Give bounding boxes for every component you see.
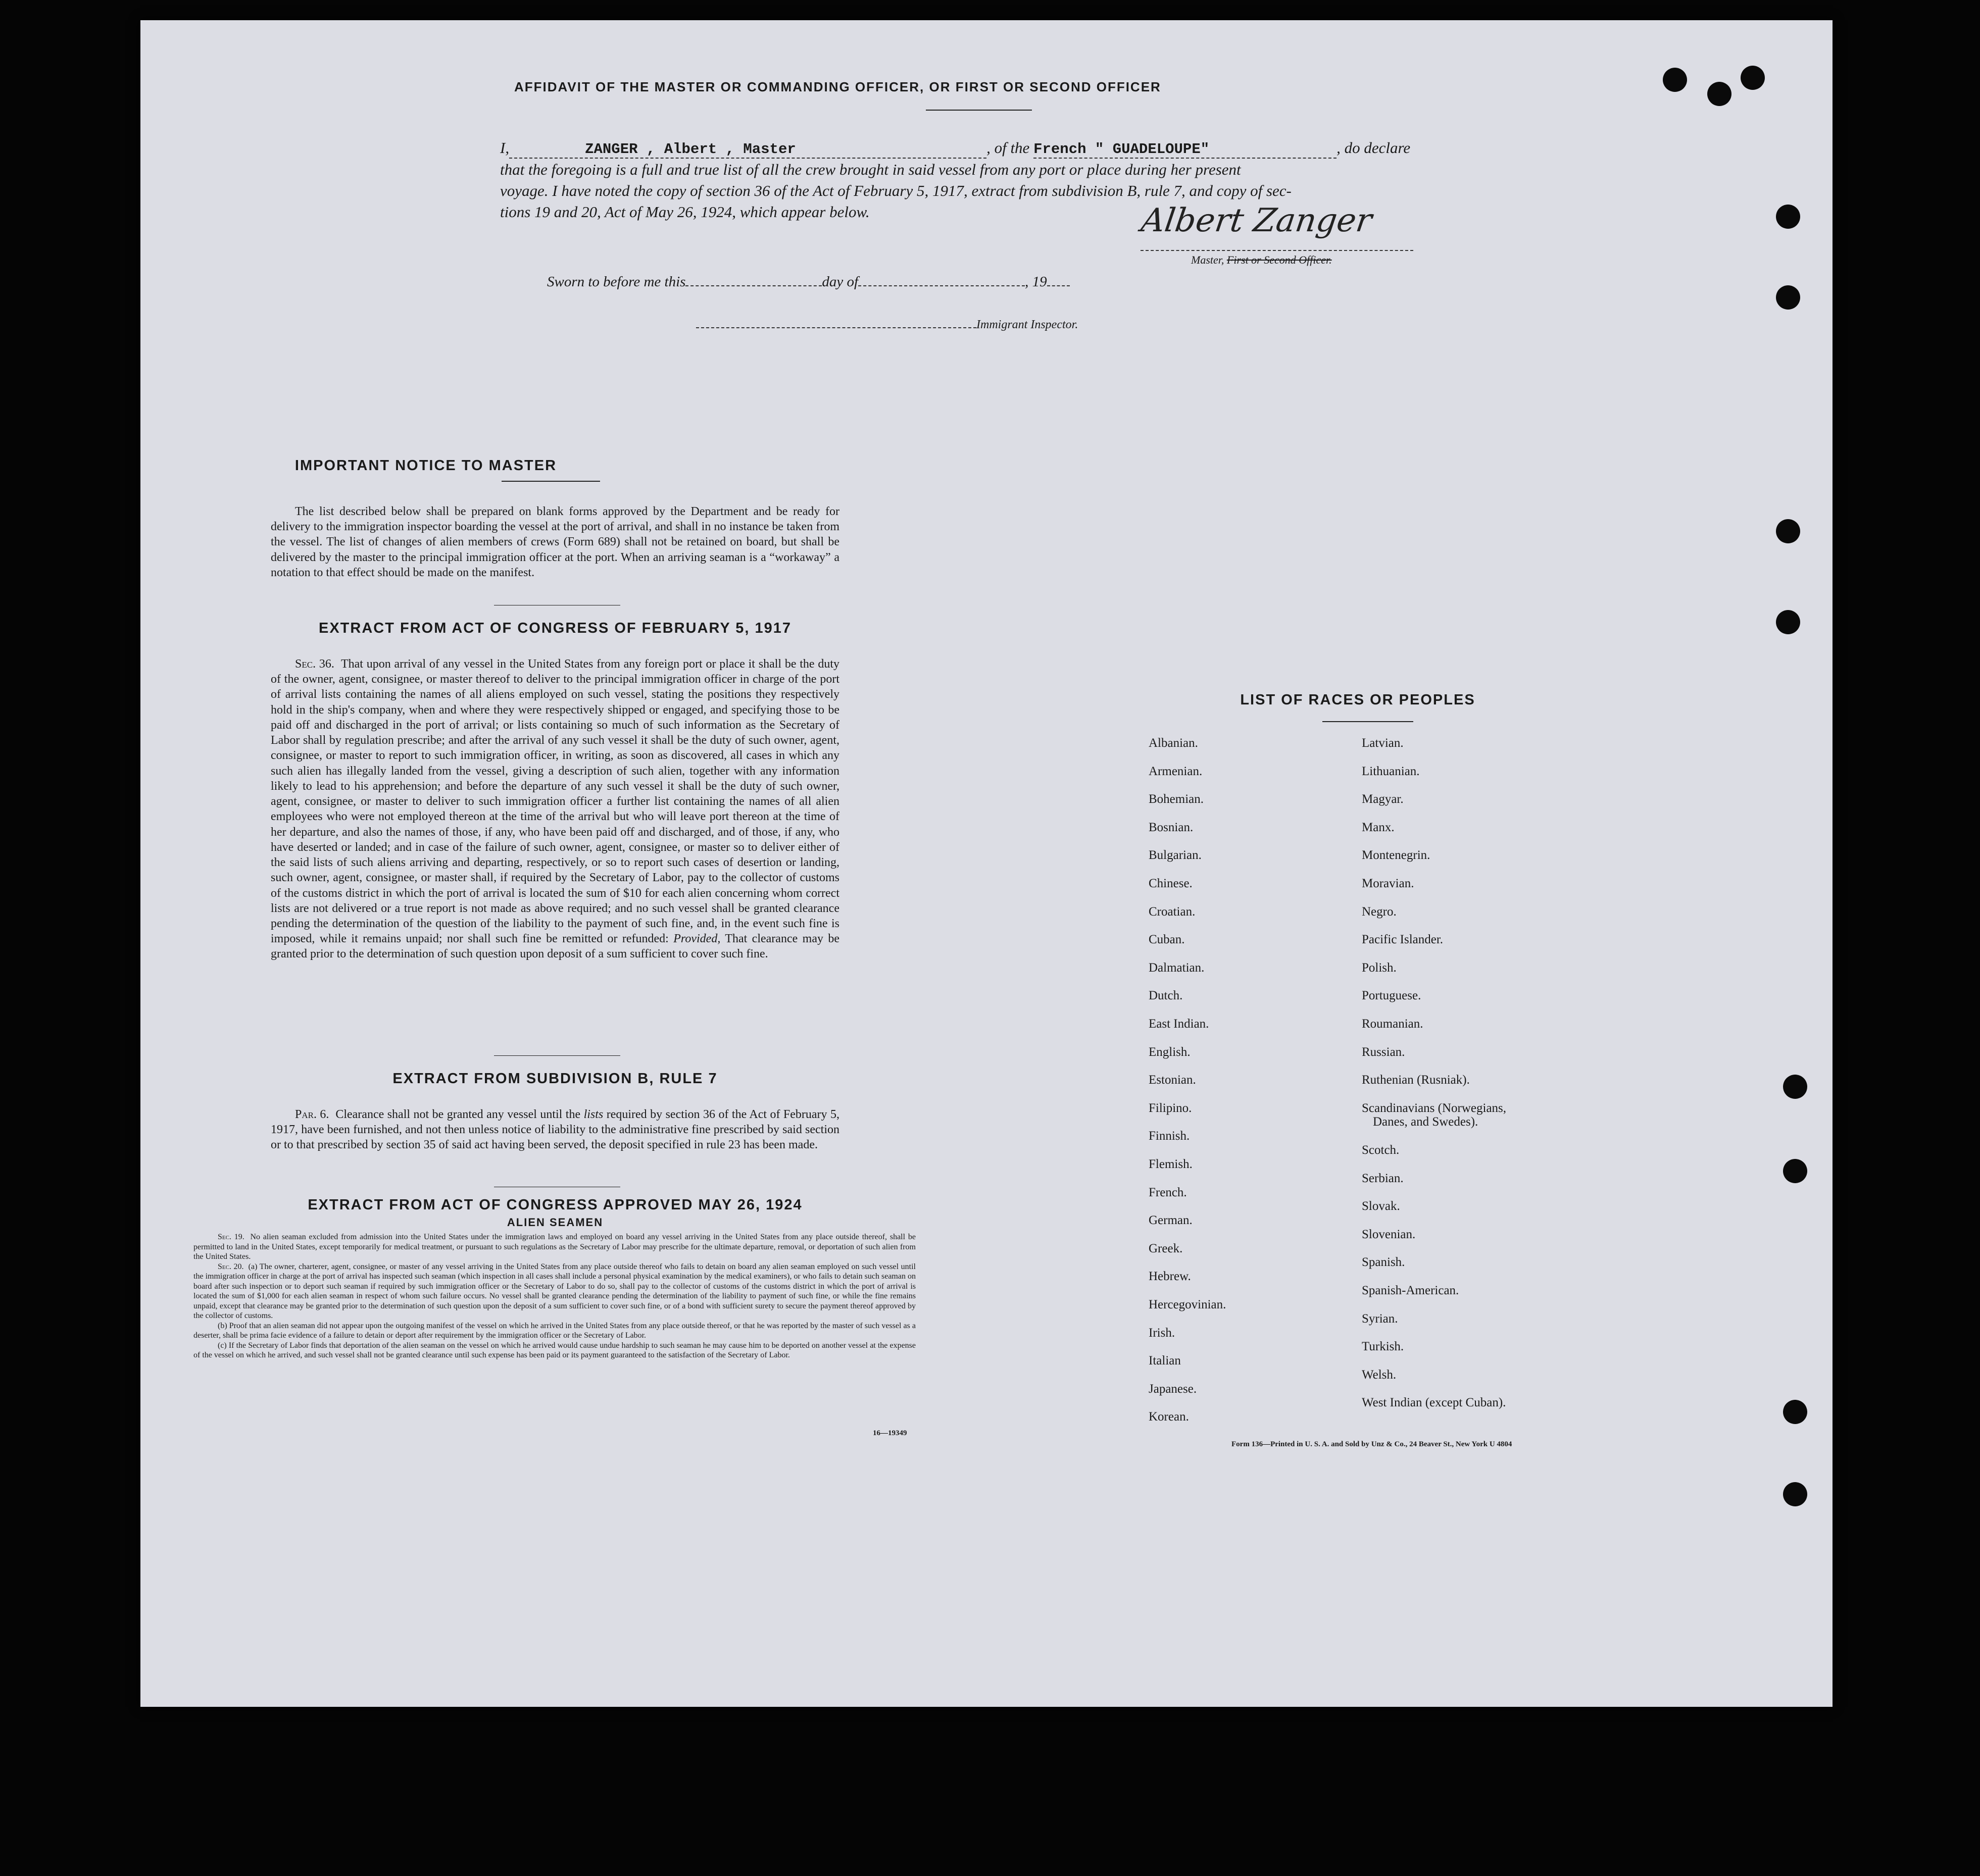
form-code: 16—19349	[873, 1429, 907, 1437]
sec-20a-text: (a) The owner, charterer, agent, consignee, or master of any vessel arriving in the United States from any place outside thereof who fails to detain on board any alien seaman employed on such vessel until the immigration officer in charge at the port of arrival has inspected such seaman (which inspection in all cases shall include a personal physical examination by the medical examiners), or who fails to detain such seaman on board after such inspection or to deport such seaman if required by such immigration officer or the Secretary of Labor to do so, shall pay to the collector of customs of the customs district in which the port of arrival is located the sum of $1,000 for each alien seaman in respect of whom such failure occurs. No vessel shall be granted clearance pending the determination of the liability to payment of such fine, or while the fine remains unpaid, except that clearance may be granted prior to the determination of such question upon the deposit of a sum sufficient to cover such fine, or of a bond with sufficient surety to secure the payment thereof approved by the collector of customs.	[193, 1262, 916, 1321]
race-item: Danes, and Swedes).	[1373, 1115, 1478, 1129]
day-of-label: day of	[822, 274, 859, 290]
binder-hole	[1663, 68, 1687, 92]
race-item: Korean.	[1149, 1410, 1189, 1424]
race-item: Finnish.	[1149, 1129, 1190, 1143]
race-item: Moravian.	[1362, 877, 1414, 890]
race-item: Montenegrin.	[1362, 848, 1430, 863]
sworn-label: Sworn to before me this	[547, 274, 686, 290]
declarant-field: ZANGER , Albert , Master	[509, 141, 986, 159]
race-item: Negro.	[1362, 904, 1397, 919]
printer-footer: Form 136—Printed in U. S. A. and Sold by Unz & Co., 24 Beaver St., New York U 4804	[1231, 1440, 1512, 1448]
race-item: Irish.	[1149, 1326, 1175, 1340]
binder-hole	[1776, 205, 1800, 229]
binder-hole	[1783, 1482, 1807, 1506]
affidavit-title: AFFIDAVIT OF THE MASTER OR COMMANDING OFFICER, OR FIRST OR SECOND OFFICER	[514, 79, 1161, 94]
races-heading: LIST OF RACES OR PEOPLES	[1240, 692, 1475, 708]
vessel-field: French " GUADELOUPE"	[1033, 141, 1336, 159]
act-1924-text	[193, 1232, 916, 1360]
binder-hole	[1741, 66, 1765, 90]
sworn-day-field	[685, 285, 822, 286]
inspector-label: Immigrant Inspector.	[976, 318, 1078, 331]
race-item: Hebrew.	[1149, 1270, 1191, 1284]
signature: Albert Zanger	[1138, 202, 1374, 239]
race-item: Albanian.	[1149, 736, 1198, 750]
race-item: Serbian.	[1362, 1171, 1404, 1185]
lists-word: lists	[583, 1108, 604, 1121]
document-page	[140, 20, 1833, 1707]
race-item: Dalmatian.	[1149, 960, 1205, 975]
race-item: Armenian.	[1149, 764, 1203, 778]
rule-7-heading: EXTRACT FROM SUBDIVISION B, RULE 7	[392, 1071, 718, 1087]
race-item: Filipino.	[1149, 1101, 1192, 1115]
section-body: That upon arrival of any vessel in the United States from any foreign port or place it shall be the duty of the owner, agent, consignee, or master thereof to deliver to the principal immigration officer in charge of the port of arrival lists containing the names of all aliens employed on such vessel, stating the positions they respectively hold in the ship's company, when and where they were respectively shipped or engaged, and specifying those to be paid off and discharged in the port of arrival; or lists containing so much of such information as the Secretary of Labor shall by regulation prescribe; and after the arrival of any such vessel it shall be the duty of such owner, agent, consignee, or master to report to such immigration officer, in writing, as soon as discovered, all cases in which any such alien has illegally landed from the vessel, giving a description of such alien, together with any information likely to lead to his apprehension; and before the departure of any such vessel it shall be the duty of such owner, agent, consignee, or master to deliver to such immigration officer a further list containing the names of all alien employees who were not employed thereon at the time of the arrival but who will leave port thereon at the time of her departure, and also the names of those, if any, who have been paid off and discharged, and of those, if any, who have deserted or landed; and in case of the failure of such owner, agent, consignee, or master so to deliver either of the said lists of such aliens arriving and departing, respectively, or so to report such cases of desertion or landing, such owner, agent, consignee, or master shall, if required by the Secretary of Labor, pay to the collector of customs of the customs district in which the port of arrival is located the sum of $10 for each alien concerning whom correct lists are not delivered or a true report is not made as above required; and no such vessel shall be granted clearance pending the determination of the question of the liability to the payment of such fine, and, in the event such fine is imposed, while it remains unpaid; nor shall such fine be remitted or refunded:	[271, 657, 839, 946]
divider	[1322, 721, 1413, 722]
race-item: Japanese.	[1149, 1382, 1197, 1396]
provided-word: Provided,	[673, 932, 721, 946]
race-item: Scotch.	[1362, 1143, 1400, 1157]
year-label: , 19	[1025, 274, 1047, 290]
paragraph-label: Par. 6.	[295, 1108, 329, 1121]
signer-title	[1191, 253, 1332, 267]
line-prefix: I,	[500, 139, 510, 157]
binder-hole	[1783, 1159, 1807, 1183]
divider	[494, 1055, 620, 1056]
act-1917-heading: EXTRACT FROM ACT OF CONGRESS OF FEBRUARY 5, 1917	[318, 620, 792, 636]
binder-hole	[1776, 519, 1800, 543]
divider	[502, 481, 600, 482]
race-item: Magyar.	[1362, 792, 1404, 806]
race-item: East Indian.	[1149, 1017, 1209, 1031]
race-item: Slovak.	[1362, 1199, 1400, 1213]
race-item: Welsh.	[1362, 1367, 1397, 1382]
signer-title-struck: First or Second Officer.	[1226, 253, 1332, 266]
race-item: Scandinavians (Norwegians,	[1362, 1101, 1507, 1115]
race-item: Flemish.	[1149, 1157, 1193, 1171]
race-item: English.	[1149, 1045, 1191, 1059]
sec-19-label: Sec. 19.	[218, 1233, 244, 1241]
binder-hole	[1776, 285, 1800, 310]
race-item: Greek.	[1149, 1241, 1183, 1255]
race-item: Ruthenian (Rusniak).	[1362, 1073, 1470, 1087]
act-1917-text	[271, 656, 839, 962]
race-item: Lithuanian.	[1362, 764, 1420, 778]
race-item: Slovenian.	[1362, 1227, 1416, 1241]
sec-19-text: No alien seaman excluded from admission into the United States under the immigration laws and employed on board any vessel arriving in the United States from any place outside thereof, shall be permitted to land in the United States, except temporarily for medical treatment, or pursuant to such regulations as the Secretary of Labor may prescribe for the ultimate departure, removal, or deportation of such alien from the United States.	[193, 1233, 916, 1261]
inspector-line	[696, 318, 1078, 332]
race-item: Manx.	[1362, 820, 1395, 834]
race-item: Dutch.	[1149, 989, 1183, 1003]
sec-20c-text: (c) If the Secretary of Labor finds that deportation of the alien seaman on the vessel on which he arrived would cause undue hardship to such seaman he may cause him to be deported on another vessel at the expense of the vessel on which he arrived, and such vessel shall not be granted clearance until such expense has been paid or its payment guaranteed to the satisfaction of the Secretary of Labor.	[193, 1341, 916, 1360]
race-item: Bosnian.	[1149, 820, 1194, 834]
race-item: Spanish.	[1362, 1255, 1405, 1270]
rule-text-a: Clearance shall not be granted any vessel until the	[335, 1108, 581, 1121]
rule-7-text	[271, 1107, 839, 1153]
act-1924-heading: EXTRACT FROM ACT OF CONGRESS APPROVED MAY 26, 1924	[308, 1197, 803, 1213]
binder-hole	[1776, 610, 1800, 634]
race-item: Bohemian.	[1149, 792, 1204, 806]
sworn-line	[547, 274, 1070, 290]
race-item: Latvian.	[1362, 736, 1404, 750]
inspector-field	[696, 327, 976, 328]
sworn-year-field	[1047, 285, 1070, 286]
race-item: Syrian.	[1362, 1311, 1398, 1326]
race-item: Turkish.	[1362, 1340, 1404, 1354]
binder-hole	[1707, 82, 1731, 106]
sworn-month-field	[858, 285, 1025, 286]
race-item: Estonian.	[1149, 1073, 1196, 1087]
race-item: Croatian.	[1149, 904, 1196, 919]
section-label: Sec. 36.	[295, 657, 334, 671]
race-item: Pacific Islander.	[1362, 933, 1444, 947]
race-item: Chinese.	[1149, 877, 1193, 890]
race-item: Bulgarian.	[1149, 848, 1202, 863]
race-item: Cuban.	[1149, 933, 1185, 947]
race-item: Polish.	[1362, 960, 1397, 975]
notice-text: The list described below shall be prepared on blank forms approved by the Department and be ready for delivery to the immigration inspector boarding the vessel at the port of arrival, and shall in no instance be taken from the vessel. The list of changes of alien members of crews (Form 689) shall not be retained on board, but shall be delivered by the master to the principal immigration officer at the port. When an arriving seaman is a “workaway” a notation to that effect should be made on the manifest.	[271, 505, 839, 579]
race-item: German.	[1149, 1213, 1193, 1228]
binder-hole	[1783, 1400, 1807, 1424]
of-the-label: , of the	[986, 139, 1030, 157]
do-declare-label: , do declare	[1336, 139, 1411, 157]
sec-20-label: Sec. 20.	[218, 1262, 244, 1271]
race-item: Hercegovinian.	[1149, 1298, 1226, 1311]
signer-title-master: Master,	[1191, 253, 1224, 266]
section-end: That clearance may be granted prior to the determination of such question upon deposit of a sum sufficient to cover such fine.	[271, 932, 840, 961]
race-item: West Indian (except Cuban).	[1362, 1396, 1506, 1410]
race-item: Spanish-American.	[1362, 1284, 1459, 1297]
race-item: Roumanian.	[1362, 1017, 1423, 1031]
rule-text-b: required by section 36 of the Act of February 5, 1917, have been furnished, and not then unless notice of liability to the administrative fine prescribed by said section or to that prescribed by section 35 of said act having been served, the deposit specified in rule 23 has been made.	[271, 1108, 839, 1152]
race-item: Russian.	[1362, 1045, 1405, 1059]
sec-20b-text: (b) Proof that an alien seaman did not appear upon the outgoing manifest of the vessel on which he arrived in the United States from any place outside thereof, or that he was reported by the master of such vessel as a deserter, shall be prima facie evidence of a failure to detain or deport after requirement by the immigration officer or the Secretary of Labor.	[193, 1321, 916, 1340]
notice-heading: IMPORTANT NOTICE TO MASTER	[294, 458, 557, 474]
declaration-line-1	[500, 139, 1410, 159]
race-item: French.	[1149, 1185, 1187, 1199]
declaration-line-4: tions 19 and 20, Act of May 26, 1924, which appear below.	[500, 203, 870, 221]
divider	[926, 110, 1032, 111]
declaration-line-2: that the foregoing is a full and true list of all the crew brought in said vessel from any port or place during her present	[500, 161, 1241, 178]
race-item: Italian	[1149, 1354, 1181, 1368]
alien-seamen-subheading: ALIEN SEAMEN	[507, 1216, 604, 1229]
binder-hole	[1783, 1075, 1807, 1099]
race-item: Portuguese.	[1362, 989, 1421, 1003]
declaration-line-3: voyage. I have noted the copy of section 36 of the Act of February 5, 1917, extract from subdivision B, rule 7, and copy of sec-	[500, 182, 1292, 199]
signature-line	[1141, 250, 1413, 251]
